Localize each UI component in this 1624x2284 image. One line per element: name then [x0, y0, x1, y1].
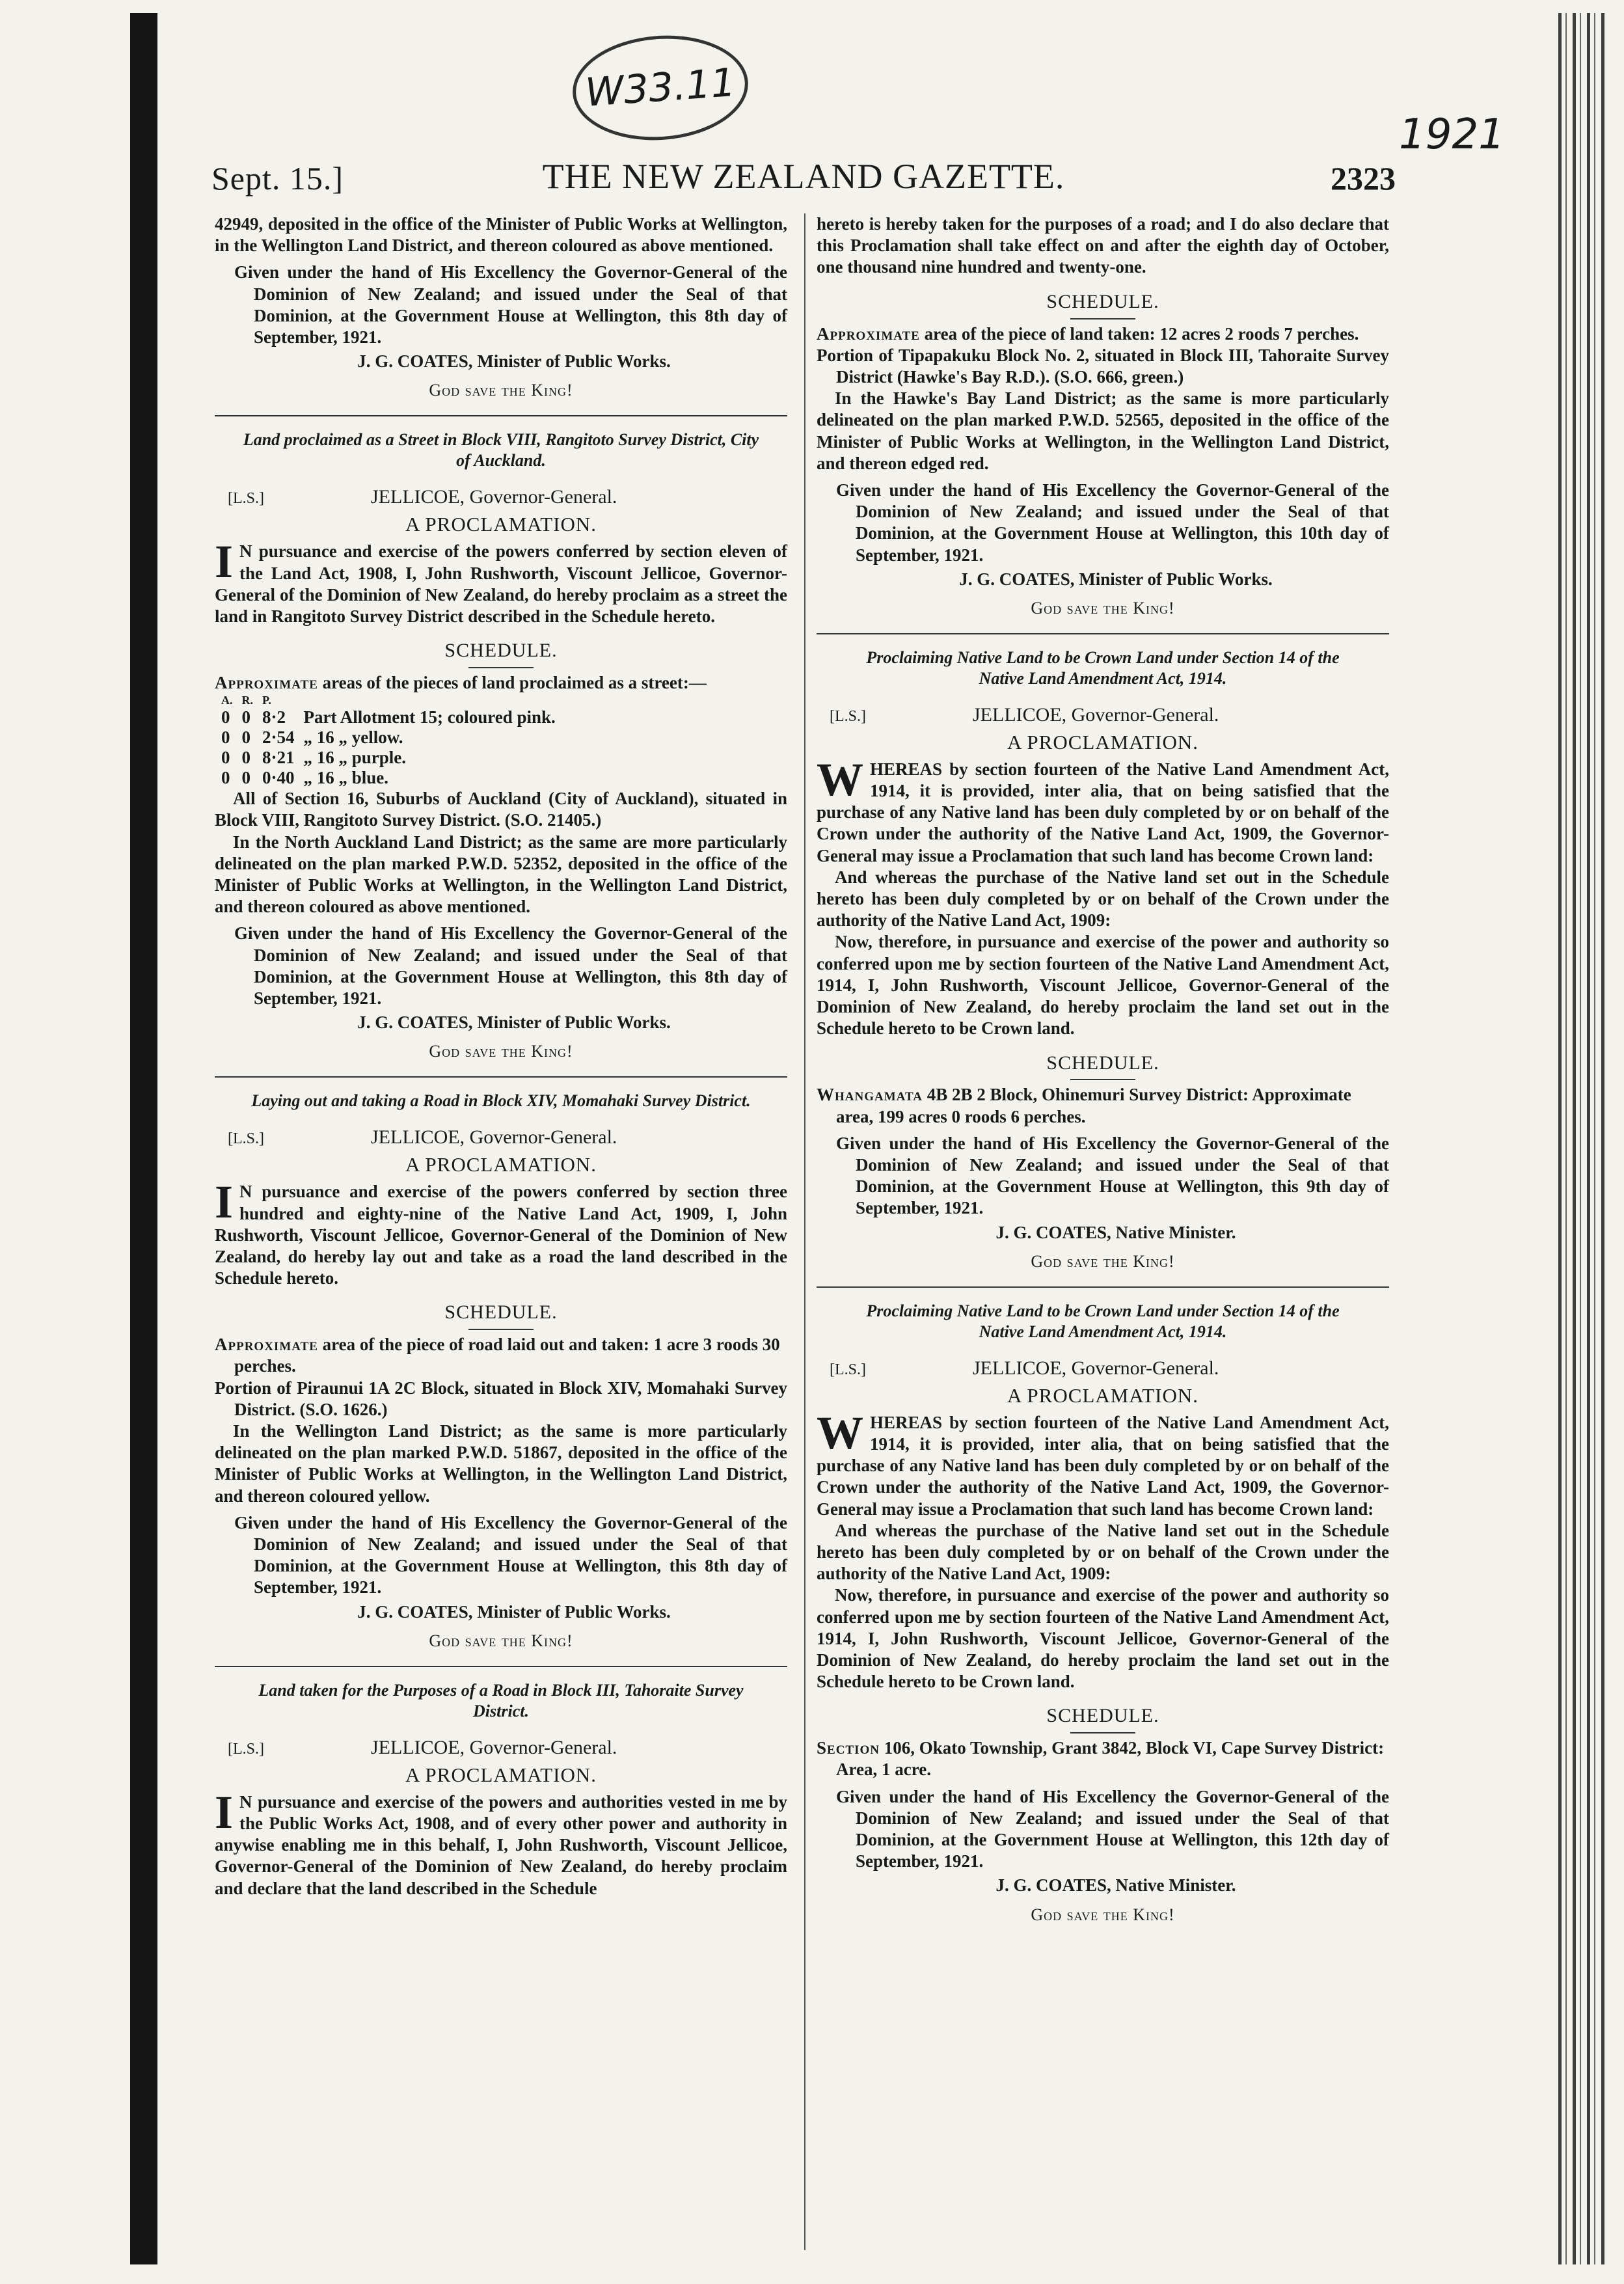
areas-header-row	[221, 694, 565, 707]
given-under-hand: Given under the hand of His Excellency the Governor-General of the Dominion of New Zealand; and issued under the Seal of that Dominion, at the Government House at Wellington, this 8th day of September, 1921.	[234, 923, 787, 1008]
notice-whangamata	[817, 647, 1389, 1272]
given-under-hand: Given under the hand of His Excellency the Governor-General of the Dominion of New Zealand; and issued under the Seal of that Dominion, at the Government House at Wellington, this 9th day of September, 1921.	[836, 1133, 1389, 1218]
seal-line	[215, 485, 787, 510]
cell-roods: 0	[241, 748, 250, 768]
body-text: N pursuance and exercise of the powers conferred by section eleven of the Land Act, 1908, I, John Rushworth, Viscount Jellicoe, Governor-General of the Dominion of New Zealand, do hereby proclaim as a street the land in Rangitoto Survey District described in the Schedule hereto.	[215, 541, 787, 626]
cell-desc: „ 16 „ blue.	[303, 768, 389, 788]
table-row	[221, 748, 565, 768]
entry-lead: Section	[817, 1738, 880, 1758]
notice-title: Proclaiming Native Land to be Crown Land under Section 14 of the Native Land Amendment Act, 1914.	[866, 1301, 1340, 1341]
proclamation-body	[215, 1786, 787, 1899]
body-text: HEREAS by section fourteen of the Native Land Amendment Act, 1914, it is provided, inter alia, that on being satisfied that the purchase of any Native land has been duly completed by or on behalf of the Crown under the authority of the Native Land Act, 1909, the Governor-General may issue a Proclamation that such land has become Crown land:	[817, 1412, 1389, 1519]
table-row	[221, 768, 565, 788]
schedule-heading: SCHEDULE.	[444, 640, 558, 662]
cell-roods: 0	[241, 727, 250, 747]
signature: J. G. COATES, Minister of Public Works.	[357, 1601, 671, 1622]
notice-title: Land proclaimed as a Street in Block VIII, Rangitoto Survey District, City of Auckland.	[243, 430, 759, 470]
header-title: THE NEW ZEALAND GAZETTE.	[542, 157, 1065, 196]
god-save-the-king: God save the King!	[429, 381, 573, 400]
seal-mark: [L.S.]	[228, 490, 264, 508]
cell-perches: 0·40	[262, 768, 295, 788]
section-rule	[817, 633, 1389, 634]
seal-line	[817, 703, 1389, 727]
right-column	[817, 213, 1389, 1924]
schedule-paragraph: All of Section 16, Suburbs of Auckland (City of Auckland), situated in Block VIII, Rangitoto Survey District. (S.O. 21405.)	[215, 789, 787, 830]
given-under-hand: Given under the hand of His Excellency the Governor-General of the Dominion of New Zealand; and issued under the Seal of that Dominion, at the Government House at Wellington, this 12th day of September, 1921.	[836, 1786, 1389, 1871]
given-under-hand: Given under the hand of His Excellency the Governor-General of the Dominion of New Zealand; and issued under the Seal of that Dominion, at the Government House at Wellington, this 10th day of September, 1921.	[836, 480, 1389, 565]
signature: J. G. COATES, Native Minister.	[995, 1222, 1236, 1242]
schedule-approx	[817, 323, 1389, 345]
page-binding-edge	[130, 13, 157, 2264]
given-under-hand: Given under the hand of His Excellency the Governor-General of the Dominion of New Zealand; and issued under the Seal of that Dominion, at the Government House at Wellington, this 8th day of September, 1921.	[234, 262, 787, 347]
god-save-the-king: God save the King!	[429, 1631, 573, 1650]
seal-line	[215, 1736, 787, 1760]
notice-continued	[215, 213, 787, 401]
schedule-entry	[817, 1084, 1389, 1127]
given-under-hand: Given under the hand of His Excellency the Governor-General of the Dominion of New Zealand; and issued under the Seal of that Dominion, at the Government House at Wellington, this 8th day of September, 1921.	[234, 1512, 787, 1597]
god-save-the-king: God save the King!	[1031, 1251, 1175, 1271]
schedule-rule	[468, 667, 534, 668]
seal-mark: [L.S.]	[830, 1361, 866, 1378]
signature: J. G. COATES, Native Minister.	[995, 1875, 1236, 1896]
governor-general: JELLICOE, Governor-General.	[973, 1357, 1219, 1379]
governor-general: JELLICOE, Governor-General.	[371, 1126, 617, 1149]
seal-mark: [L.S.]	[228, 1740, 264, 1758]
col-acres: A.	[221, 694, 233, 707]
column-divider	[804, 213, 805, 2250]
schedule-approx	[215, 672, 787, 694]
body-text: N pursuance and exercise of the powers and authorities vested in me by the Public Works Act, 1908, and of every other power and authority in anywise enabling me in this behalf, I, John Rushworth, Viscount Jellicoe, Governor-General of the Dominion of New Zealand, do hereby proclaim and declare that the land described in the Schedule	[215, 1791, 787, 1898]
section-rule	[215, 1666, 787, 1667]
seal-line	[215, 1126, 787, 1150]
continued-text: hereto is hereby taken for the purposes of a road; and I do also declare that this Proclamation shall take effect on and after the eighth day of October, one thousand nine hundred and twenty-one.	[817, 214, 1389, 277]
notice-title: Proclaiming Native Land to be Crown Land under Section 14 of the Native Land Amendment Act, 1914.	[866, 647, 1340, 688]
schedule-paragraph: Portion of Tipapakuku Block No. 2, situated in Block III, Tahoraite Survey District (Hawke's Bay R.D.). (S.O. 666, green.)	[817, 345, 1389, 387]
schedule-heading: SCHEDULE.	[444, 1301, 558, 1324]
entry-text: 106, Okato Township, Grant 3842, Block VI, Cape Survey District: Area, 1 acre.	[836, 1738, 1385, 1780]
proclamation-heading: A PROCLAMATION.	[405, 1153, 597, 1176]
cell-acres: 0	[221, 768, 230, 788]
page-number: 2323	[1331, 160, 1396, 197]
schedule-paragraph: In the Wellington Land District; as the same is more particularly delineated on the plan marked P.W.D. 51867, deposited in the office of the Minister of Public Works at Wellington, in the Wellington Land District, and thereon coloured yellow.	[215, 1421, 787, 1506]
gazette-header	[211, 156, 1396, 202]
body-text: HEREAS by section fourteen of the Native Land Amendment Act, 1914, it is provided, inter alia, that on being satisfied that the purchase of any Native land has been duly completed by or on behalf of the Crown under the authority of the Native Land Act, 1909, the Governor-General may issue a Proclamation that such land has become Crown land:	[817, 759, 1389, 865]
cell-perches: 8·2	[262, 707, 286, 727]
continued-text: 42949, deposited in the office of the Minister of Public Works at Wellington, in the Wellington Land District, and thereon coloured as above mentioned.	[215, 214, 787, 256]
god-save-the-king: God save the King!	[1031, 598, 1175, 618]
notice-road-tahoraite-continued	[817, 213, 1389, 619]
proclamation-heading: A PROCLAMATION.	[405, 1763, 597, 1786]
cell-acres: 0	[221, 748, 230, 768]
approx-text: area of the piece of road laid out and taken: 1 acre 3 roods 30 perches.	[234, 1335, 780, 1376]
section-rule	[817, 1286, 1389, 1288]
table-row	[221, 707, 565, 727]
schedule-rule	[1070, 318, 1135, 319]
god-save-the-king: God save the King!	[1031, 1905, 1175, 1924]
left-column	[215, 213, 787, 2257]
stamp-text: W33.11	[584, 60, 737, 116]
section-rule	[215, 415, 787, 416]
cell-desc: „ 16 „ purple.	[303, 748, 407, 768]
approx-lead: Approximate	[215, 673, 318, 693]
entry-text: 4B 2B 2 Block, Ohinemuri Survey District: Approximate area, 199 acres 0 roods 6 perches.	[836, 1085, 1351, 1126]
handwritten-year: 1921	[1399, 111, 1505, 159]
handwritten-stamp	[569, 30, 752, 146]
schedule-paragraph: In the North Auckland Land District; as the same are more particularly delineated on the plan marked P.W.D. 52352, deposited in the office of the Minister of Public Works at Wellington, in the Wellington Land District, and thereon coloured as above mentioned.	[215, 832, 787, 917]
now-therefore-paragraph: Now, therefore, in pursuance and exercise of the power and authority so conferred upon me by section fourteen of the Native Land Amendment Act, 1914, I, John Rushworth, Viscount Jellicoe, Governor-General of the Dominion of New Zealand, do hereby proclaim the land set out in the Schedule hereto to be Crown land.	[817, 932, 1389, 1039]
now-therefore-paragraph: Now, therefore, in pursuance and exercise of the power and authority so conferred upon me by section fourteen of the Native Land Amendment Act, 1914, I, John Rushworth, Viscount Jellicoe, Governor-General of the Dominion of New Zealand, do hereby proclaim the land set out in the Schedule hereto to be Crown land.	[817, 1585, 1389, 1692]
header-date: Sept. 15.]	[211, 160, 344, 197]
schedule-paragraph: Portion of Piraunui 1A 2C Block, situated in Block XIV, Momahaki Survey District. (S.O. 1626.)	[215, 1378, 787, 1419]
schedule-rule	[1070, 1079, 1135, 1080]
proclamation-heading: A PROCLAMATION.	[405, 513, 597, 536]
col-desc	[304, 694, 565, 707]
notice-road-tahoraite	[215, 1680, 787, 1899]
governor-general: JELLICOE, Governor-General.	[371, 1736, 617, 1758]
god-save-the-king: God save the King!	[429, 1042, 573, 1061]
schedule-heading: SCHEDULE.	[1046, 1052, 1159, 1074]
col-perches: P.	[262, 694, 271, 707]
proclamation-heading: A PROCLAMATION.	[1007, 1383, 1199, 1407]
cell-desc: Part Allotment 15; coloured pink.	[303, 707, 556, 727]
seal-mark: [L.S.]	[228, 1130, 264, 1148]
schedule-rule	[1070, 1732, 1135, 1733]
areas-table	[221, 694, 565, 788]
governor-general: JELLICOE, Governor-General.	[973, 703, 1219, 726]
drop-cap: W	[817, 753, 863, 806]
notice-road-momahaki	[215, 1091, 787, 1652]
schedule-paragraph: In the Hawke's Bay Land District; as the same is more particularly delineated on the plan marked P.W.D. 52565, deposited in the office of the Minister of Public Works at Wellington, in the Wellington Land District, and thereon edged red.	[817, 388, 1389, 473]
schedule-entry	[817, 1737, 1389, 1780]
schedule-approx	[215, 1334, 787, 1377]
cell-acres: 0	[221, 727, 230, 747]
seal-mark: [L.S.]	[830, 707, 866, 725]
proclamation-body	[817, 1406, 1389, 1520]
schedule-heading: SCHEDULE.	[1046, 1705, 1159, 1727]
entry-lead: Whangamata	[817, 1085, 923, 1105]
page-right-edge	[1558, 13, 1607, 2264]
section-rule	[215, 1076, 787, 1078]
whereas-paragraph: And whereas the purchase of the Native land set out in the Schedule hereto has been duly completed by or on behalf of the Crown under the authority of the Native Land Act, 1909:	[817, 1520, 1389, 1584]
governor-general: JELLICOE, Governor-General.	[371, 486, 617, 508]
approx-lead: Approximate	[817, 323, 920, 344]
approx-lead: Approximate	[215, 1335, 318, 1355]
notice-title: Land taken for the Purposes of a Road in Block III, Tahoraite Survey District.	[258, 1680, 744, 1720]
proclamation-heading: A PROCLAMATION.	[1007, 730, 1199, 754]
drop-cap: I	[215, 1176, 234, 1229]
drop-cap: I	[215, 1786, 234, 1838]
schedule-rule	[468, 1329, 534, 1330]
cell-roods: 0	[241, 768, 250, 788]
schedule-heading: SCHEDULE.	[1046, 290, 1159, 312]
col-roods: R.	[241, 694, 253, 707]
cell-desc: „ 16 „ yellow.	[303, 727, 403, 747]
signature: J. G. COATES, Minister of Public Works.	[357, 1013, 671, 1033]
cell-roods: 0	[241, 707, 250, 727]
body-text: N pursuance and exercise of the powers conferred by section three hundred and eighty-nine of the Native Land Act, 1909, I, John Rushworth, Viscount Jellicoe, Governor-General of the Dominion of New Zealand, do hereby lay out and take as a road the land described in the Schedule hereto.	[215, 1182, 787, 1288]
notice-title: Laying out and taking a Road in Block XIV, Momahaki Survey District.	[251, 1091, 751, 1111]
drop-cap: W	[817, 1406, 863, 1459]
proclamation-body	[215, 1176, 787, 1289]
cell-perches: 2·54	[262, 727, 295, 747]
signature: J. G. COATES, Minister of Public Works.	[357, 351, 671, 372]
approx-text: areas of the pieces of land proclaimed as a street:—	[318, 673, 707, 693]
notice-street-rangitoto	[215, 429, 787, 1062]
notice-okato	[817, 1301, 1389, 1925]
proclamation-body	[215, 536, 787, 627]
drop-cap: I	[215, 536, 234, 588]
proclamation-body	[817, 753, 1389, 867]
whereas-paragraph: And whereas the purchase of the Native land set out in the Schedule hereto has been duly completed by or on behalf of the Crown under the authority of the Native Land Act, 1909:	[817, 867, 1389, 931]
cell-acres: 0	[221, 707, 230, 727]
seal-line	[817, 1357, 1389, 1381]
table-row	[221, 727, 565, 748]
approx-text: area of the piece of land taken: 12 acres 2 roods 7 perches.	[919, 323, 1359, 344]
cell-perches: 8·21	[262, 748, 295, 768]
signature: J. G. COATES, Minister of Public Works.	[959, 569, 1273, 589]
